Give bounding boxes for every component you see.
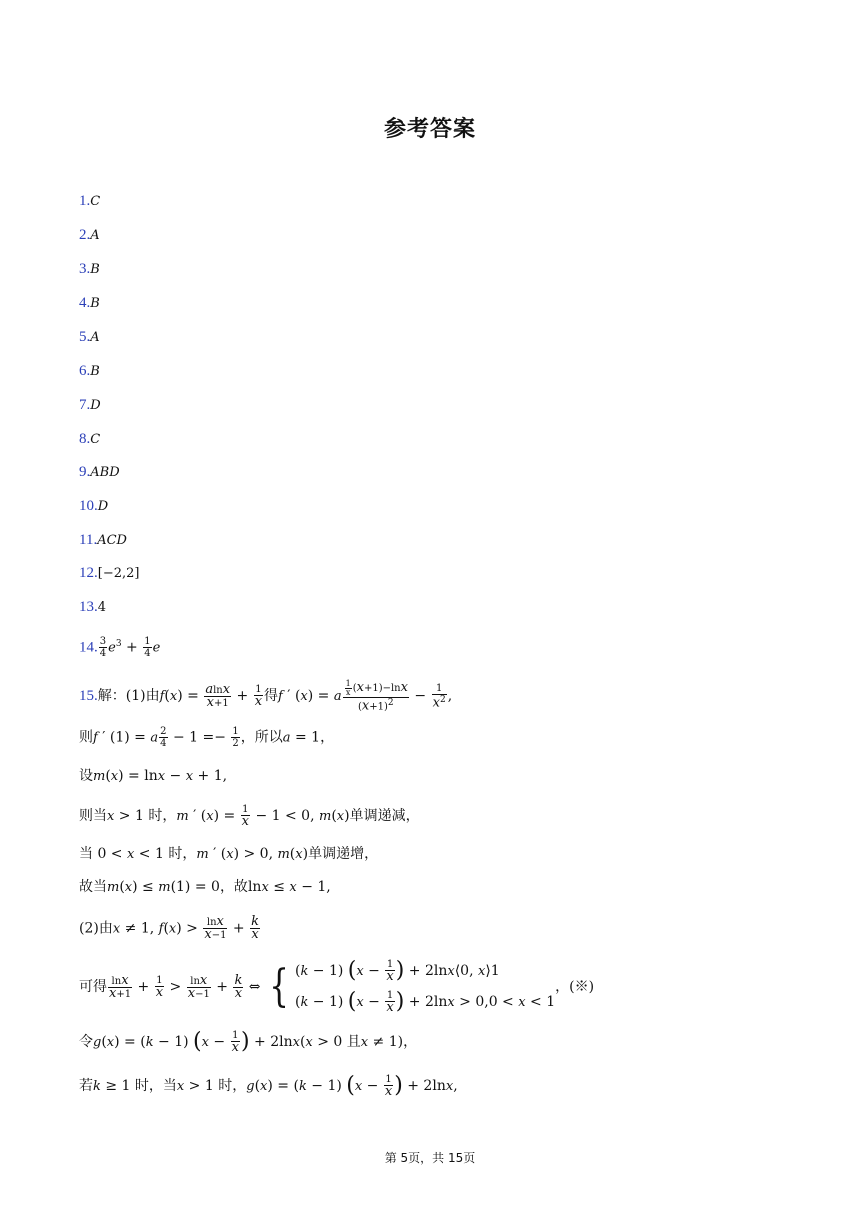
answer-15-line-10: 若k ≥ 1 时，当x > 1 时，g(x) = (k − 1) (x − $\frac{1}{x}$ ) + 2lnx, <box>79 1073 458 1099</box>
answer-15-line-1: 15.解：(1)由f(x) = $\frac{alnx}{x+1}$ + $\frac{1}{x}$ 得f ′ (x) = a $\frac{1}{x}$ (x+1)−lnx (x+1)2 − $\frac{1}{x2}$ , <box>79 679 453 714</box>
answer-15-line-6: 故当m(x) ≤ m(1) = 0，故lnx ≤ x − 1, <box>79 879 331 895</box>
answer-item <box>79 563 139 584</box>
solution-label: 解： <box>97 688 126 705</box>
answer-number: 15. <box>79 688 98 705</box>
text: ，(※) <box>555 979 595 995</box>
text: 可得 <box>79 979 107 995</box>
answer-15-line-2: 则f ′ (1) = a $\frac{2}{4}$ − 1 =− $\frac{1}{2}$ ，所以a = 1， <box>79 726 335 749</box>
text: 时， <box>168 846 197 862</box>
text: 若 <box>79 1078 93 1094</box>
text: 单调递减， <box>349 808 420 824</box>
text: 时， <box>148 808 177 824</box>
answer-value: B <box>90 262 100 277</box>
text: ，所以 <box>240 729 283 746</box>
answer-item <box>79 361 100 382</box>
answer-number: 1. <box>79 193 91 209</box>
text: 则当 <box>79 808 107 824</box>
answer-15-line-8: 可得 $\frac{\ln x}{x+1}$ + $\frac{1}{x}$ > $\frac{\ln x}{x-1}$ + $\frac{k}{x}$ ⇔ { (k − 1) (x − $\frac{1}{x}$ ) + 2lnx⟨0, x⟩1 (k − 1) (x − $\frac{1}{x}$ ) + 2lnx > 0,0 < x < 1 ，(※) <box>79 958 595 1015</box>
answer-item <box>79 496 108 517</box>
text: 且 <box>346 1034 361 1050</box>
answer-item <box>79 429 100 450</box>
text: ，故 <box>219 879 248 895</box>
answer-value: ABD <box>90 465 120 480</box>
answer-item <box>79 395 101 416</box>
answer-15-line-3: 设m(x) = lnx − x + 1, <box>79 768 228 784</box>
answer-value: A <box>90 330 100 345</box>
answer-number: 12. <box>79 565 98 581</box>
answer-15-line-4: 则当x > 1 时，m ′ (x) = $\frac{1}{x}$ − 1 < 0, m(x)单调递减， <box>79 804 420 829</box>
answer-15-line-7: (2)由x ≠ 1, f(x) > $\frac{\ln x}{x-1}$ + $\frac{k}{x}$ <box>79 914 259 942</box>
answer-number: 4. <box>79 295 91 311</box>
page-footer: 第 5页，共 15页 <box>384 1151 476 1165</box>
answer-value: D <box>97 499 109 514</box>
text: 当 <box>79 846 93 862</box>
answer-value: 4 <box>97 600 107 615</box>
answer-value: ACD <box>97 533 127 548</box>
text: 令 <box>79 1034 93 1050</box>
answer-number: 2. <box>79 227 91 243</box>
answer-value: D <box>90 398 101 413</box>
answer-number: 13. <box>79 599 98 615</box>
answer-item <box>79 191 100 212</box>
answer-14: 14. $\frac{3}{4}$ $e^3$ + $\frac{1}{4}$ e <box>79 636 161 660</box>
answer-15-line-5: 当 0 < x < 1 时，m ′ (x) > 0, m(x)单调递增， <box>79 846 379 862</box>
answer-item <box>79 327 100 348</box>
answer-item <box>79 530 127 551</box>
answer-item <box>79 293 100 314</box>
answer-number: 9. <box>79 464 91 480</box>
text: 时，当 <box>134 1078 177 1094</box>
answer-value: A <box>90 228 100 243</box>
answer-number: 7. <box>79 397 91 413</box>
text: (2)由 <box>79 920 113 937</box>
text: 时， <box>218 1078 247 1094</box>
answer-item <box>79 259 100 280</box>
answer-number: 11. <box>79 532 98 548</box>
text: 单调递增， <box>308 846 379 862</box>
answer-value: [−2,2] <box>97 566 140 581</box>
answer-value: B <box>90 296 100 311</box>
answer-number: 5. <box>79 329 91 345</box>
answer-number: 14. <box>79 639 98 656</box>
answer-item <box>79 597 106 618</box>
answer-value: C <box>90 432 101 447</box>
answer-value: B <box>90 364 100 379</box>
text: 故当 <box>79 879 107 895</box>
answer-number: 3. <box>79 261 91 277</box>
answer-number: 6. <box>79 363 91 379</box>
page-title: 参考答案 <box>383 117 476 142</box>
answer-item <box>79 462 120 483</box>
text: 则 <box>79 729 93 746</box>
answer-number: 10. <box>79 498 98 514</box>
answer-15-line-9: 令g(x) = (k − 1) (x − $\frac{1}{x}$ ) + 2lnx(x > 0 且x ≠ 1)， <box>79 1029 418 1055</box>
answer-value: C <box>90 194 101 209</box>
answer-number: 8. <box>79 431 91 447</box>
answer-item <box>79 225 100 246</box>
text: 设 <box>79 768 93 784</box>
